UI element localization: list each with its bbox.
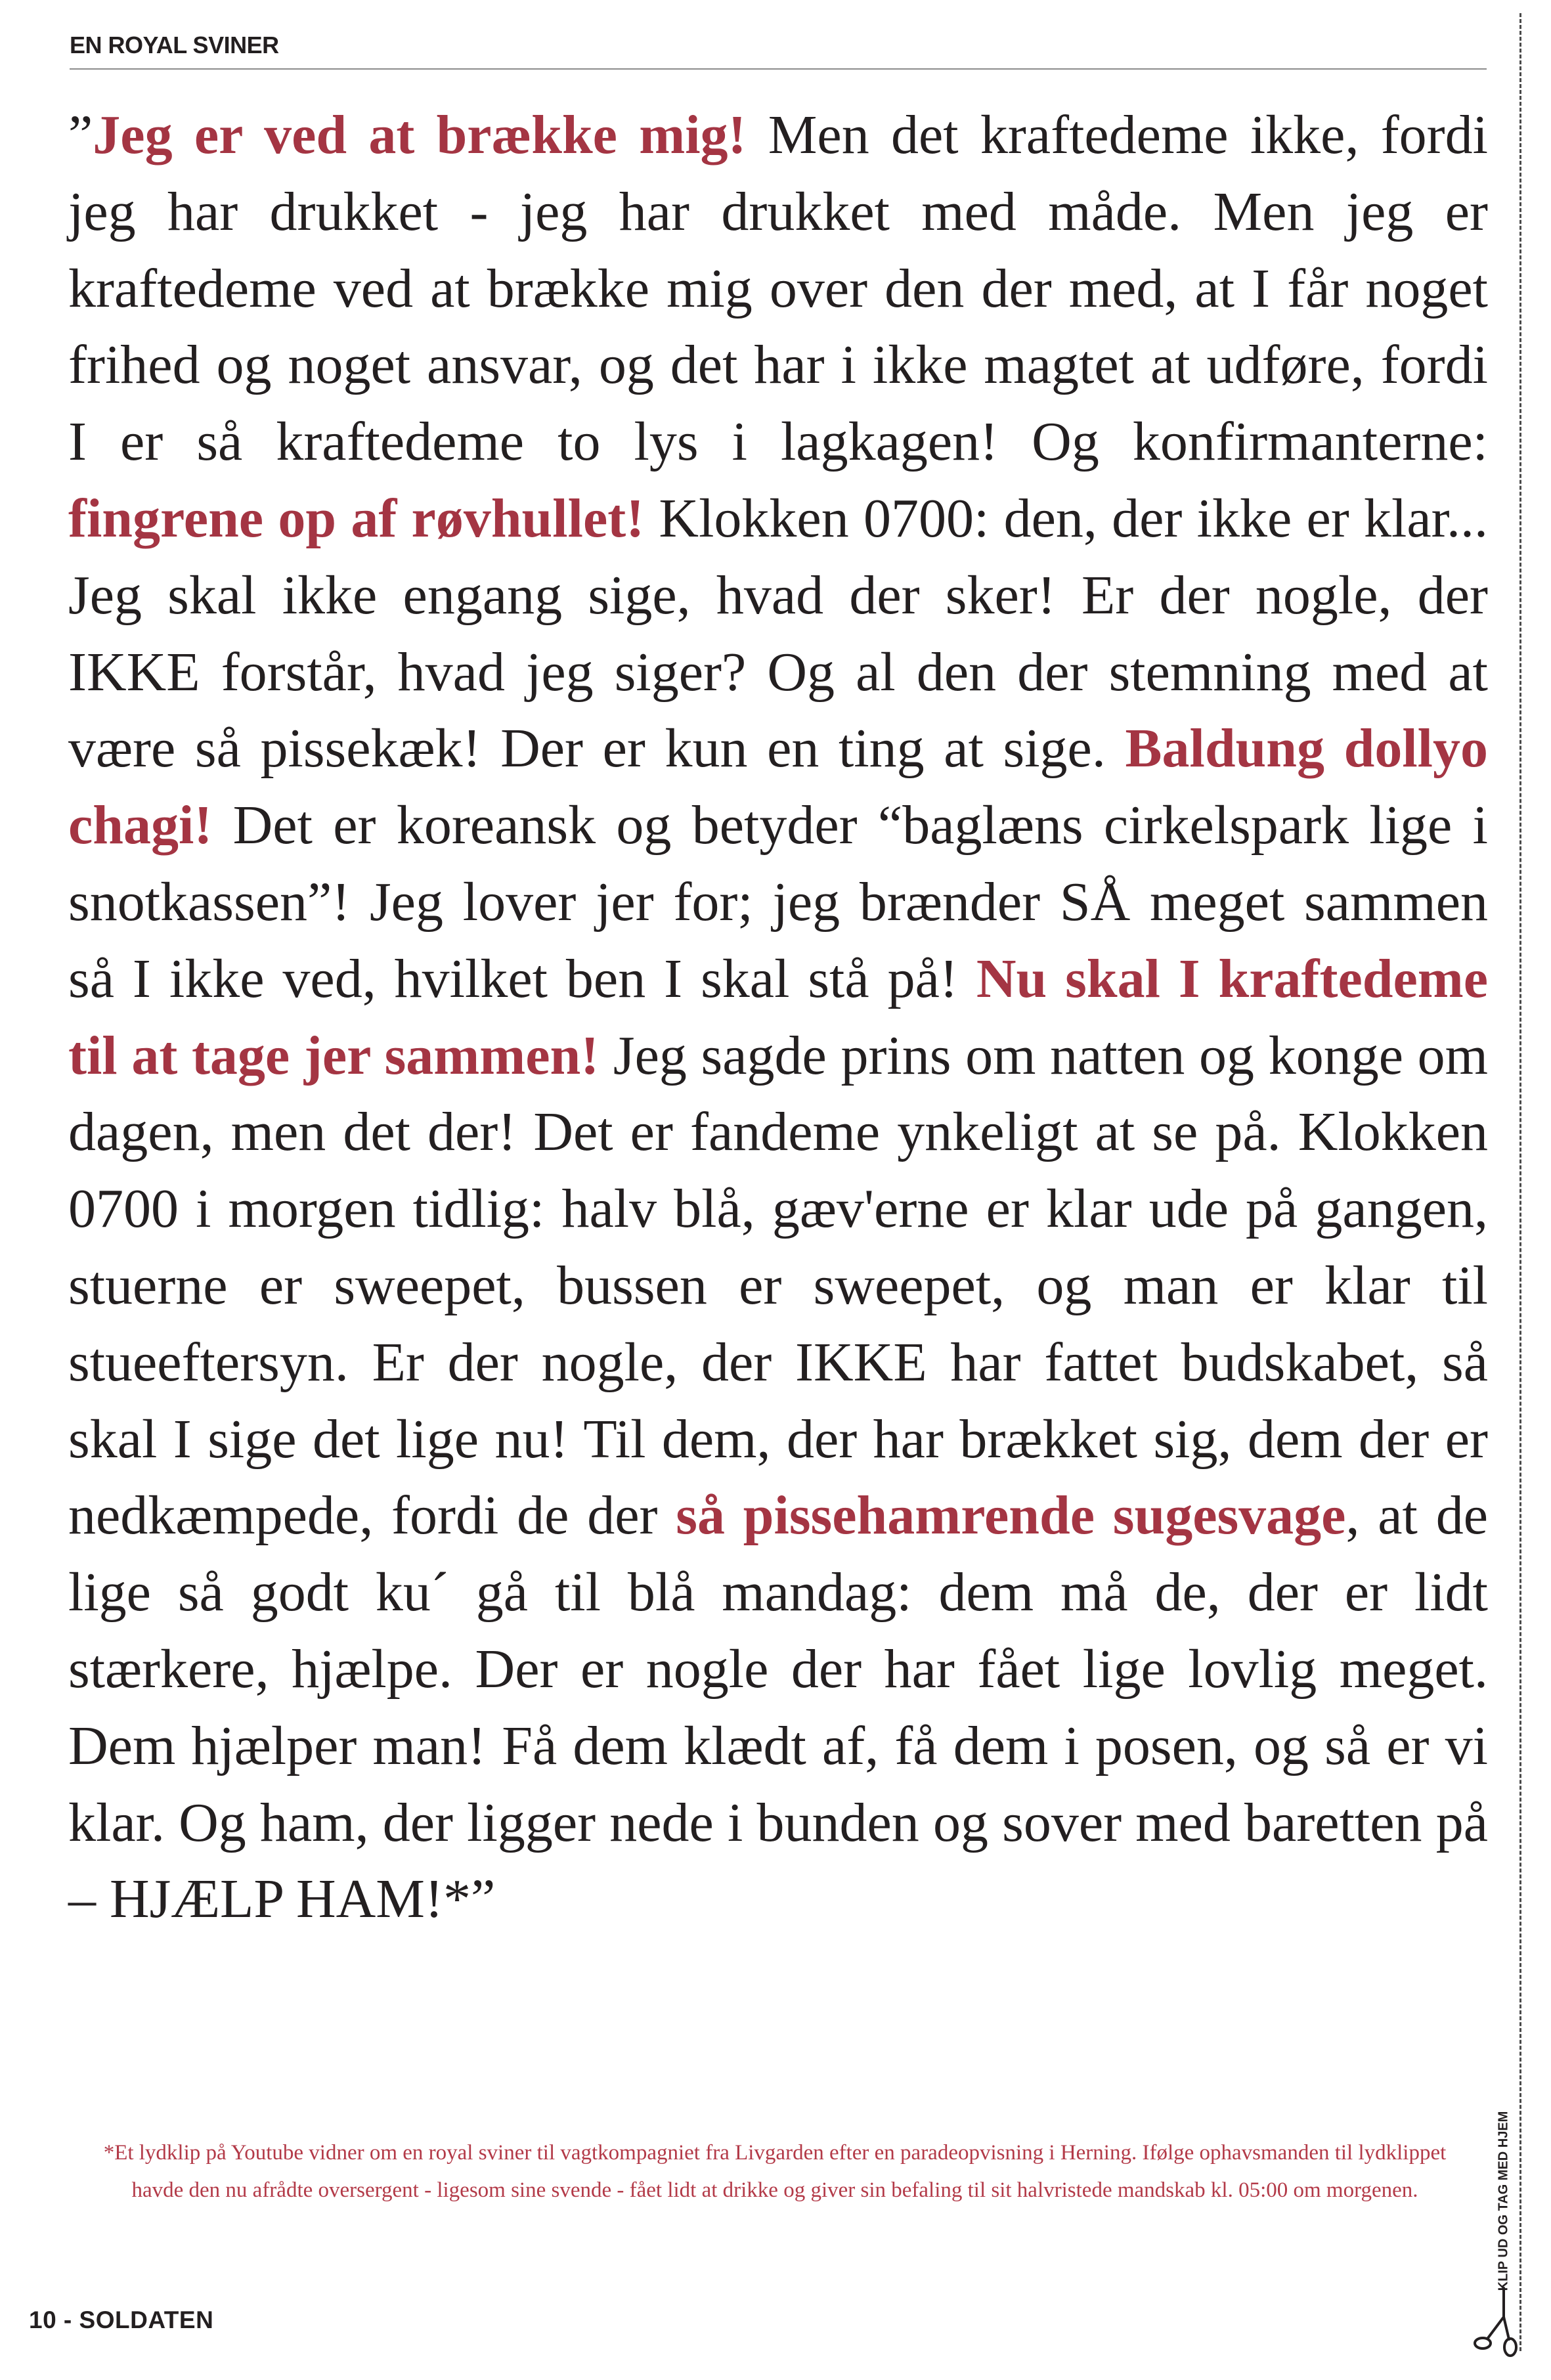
highlight-phrase: Jeg er ved at brække mig!: [93, 104, 747, 165]
highlight-phrase: fingrene op af røvhullet!: [68, 487, 645, 549]
highlight-phrase: så pissehamrende sugesvage: [676, 1485, 1346, 1547]
cut-line: [1519, 13, 1521, 2351]
text-segment: Det er koreansk og betyder “baglæns cirkelspark lige i snotkassen”! Jeg lover jer for; jeg brænder SÅ meget sammen så I ikke ved, hvilket ben I skal stå på!: [68, 795, 1488, 1009]
text-segment: Klokken 0700: den, der ikke er klar... Jeg skal ikke engang sige, hvad der sker! Er der nogle, der IKKE forstår, hvad jeg siger? Og al den der stemning med at være så pissekæk! Der er kun en ting at sige.: [68, 487, 1488, 780]
text-segment: Men det kraftedeme ikke, fordi jeg har drukket - jeg har drukket med måde. Men jeg er kraftedeme ved at brække mig over den der med, at I får noget frihed og noget ansvar, og det har i ikke magtet at udføre, fordi I er så kraftedeme to lys i lagkagen! Og konfirmanterne:: [68, 104, 1488, 473]
text-segment: , at de lige så godt ku´ gå til blå mandag: dem må de, der er lidt stærkere, hjælpe. Der er nogle der har fået lige lovlig meget. Dem hjælper man! Få dem klædt af, få dem i posen, og så er vi klar. Og ham, der ligger nede i bunden og sover med baretten på – HJÆLP HAM!*”: [68, 1485, 1488, 1930]
clip-out-label: KLIP UD OG TAG MED HJEM: [1496, 2111, 1511, 2291]
article-body: [68, 97, 1488, 1938]
page-number-footer: 10 - SOLDATEN: [29, 2306, 214, 2333]
section-label: EN ROYAL SVINER: [70, 32, 279, 58]
highlight-phrase: Nu skal I kraftedeme til at tage jer sammen!: [68, 948, 1489, 1086]
scissors-icon: [1463, 2285, 1522, 2358]
footnote: *Et lydklip på Youtube vidner om en royal sviner til vagtkompagniet fra Livgarden efter en paradeopvisning i Herning. Ifølge ophavsmanden til lydklippet havde den nu afrådte oversergent - ligesom sine svende - fået lidt at drikke og giver sin befaling til sit halvristede mandskab kl. 05:00 om morgenen.: [103, 2141, 1447, 2202]
text-segment: ”: [68, 104, 93, 165]
text-segment: Jeg sagde prins om natten og konge om dagen, men det der! Det er fandeme ynkeligt at se på. Klokken 0700 i morgen tidlig: halv blå, gæv'erne er klar ude på gangen, stuerne er sweepet, bussen er sweepet, og man er klar til stueeftersyn. Er der nogle, der IKKE har fattet budskabet, så skal I sige det lige nu! Til dem, der har brækket sig, dem der er nedkæmpede, fordi de der: [68, 1025, 1488, 1547]
page-header: [70, 32, 1487, 70]
highlight-phrase: Baldung dollyo chagi!: [68, 718, 1488, 856]
